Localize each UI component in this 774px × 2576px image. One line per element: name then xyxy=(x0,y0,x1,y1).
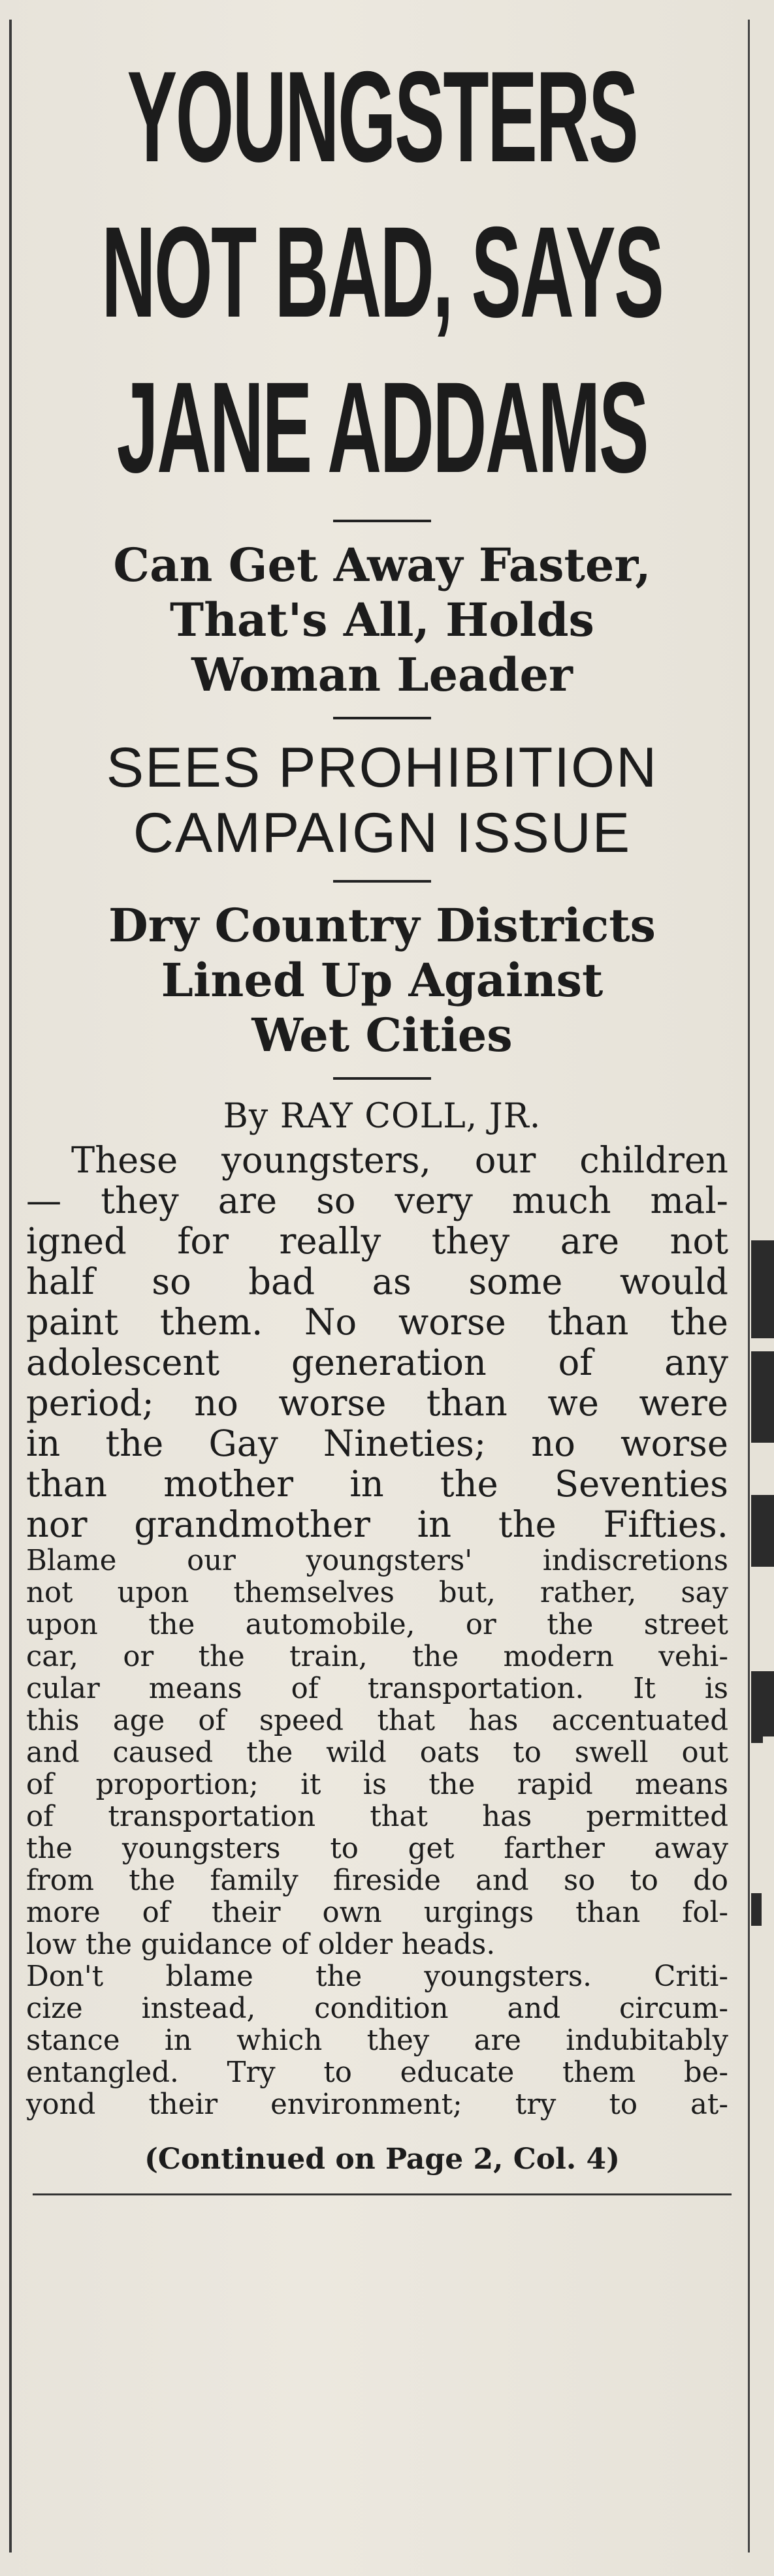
bottom-rule xyxy=(33,2193,732,2195)
article-column xyxy=(26,39,738,2195)
body-line: adolescent generation of any xyxy=(26,1342,728,1383)
body-paragraph xyxy=(26,1545,738,2120)
body-line: entangled. Try to educate them be- xyxy=(26,2056,728,2089)
body-line: the youngsters to get farther away xyxy=(26,1832,728,1865)
divider-rule xyxy=(333,1077,431,1080)
column-rule-right xyxy=(748,20,750,2552)
body-line: paint them. No worse than the xyxy=(26,1301,728,1343)
body-line: yond their environment; try to at- xyxy=(26,2088,728,2121)
body-line: period; no worse than we were xyxy=(26,1382,728,1424)
divider-rule xyxy=(333,520,431,522)
divider-rule xyxy=(333,717,431,719)
body-line: upon the automobile, or the street xyxy=(26,1608,728,1641)
deck-line: Wet Cities xyxy=(251,1008,513,1062)
headline-line: NOT BAD, SAYS xyxy=(101,200,663,344)
divider-rule xyxy=(333,880,431,883)
body-line: car, or the train, the modern vehi- xyxy=(26,1640,728,1673)
continued-notice: (Continued on Page 2, Col. 4) xyxy=(144,2143,620,2176)
adjacent-column-scrap xyxy=(751,1723,763,1743)
body-line: half so bad as some would xyxy=(26,1261,728,1302)
body-line: Don't blame the youngsters. Criti- xyxy=(26,1960,728,1993)
body-line: not upon themselves but, rather, say xyxy=(26,1576,728,1609)
body-line: nor grandmother in the Fifties. xyxy=(26,1503,728,1545)
body-line: igned for really they are not xyxy=(26,1220,728,1262)
deck-line: CAMPAIGN ISSUE xyxy=(133,802,632,864)
adjacent-column-scrap xyxy=(751,1240,774,1338)
body-line: These youngsters, our children xyxy=(71,1139,729,1181)
deck-line: Dry Country Districts xyxy=(108,898,656,952)
body-line: low the guidance of older heads. xyxy=(26,1928,496,1961)
body-line: more of their own urgings than fol- xyxy=(26,1896,728,1929)
headline xyxy=(26,39,738,505)
body-line: than mother in the Seventies xyxy=(26,1463,728,1505)
deck-line: SEES PROHIBITION xyxy=(106,736,658,799)
adjacent-column-scrap xyxy=(751,1351,774,1443)
deck-line: Woman Leader xyxy=(191,648,573,702)
body-line: — they are so very much mal- xyxy=(26,1180,728,1221)
column-rule-left xyxy=(9,20,12,2552)
body-line: and caused the wild oats to swell out xyxy=(26,1736,728,1769)
lead-paragraph xyxy=(26,1140,738,1545)
body-line: this age of speed that has accentuated xyxy=(26,1704,728,1737)
deck-line: Lined Up Against xyxy=(161,953,604,1007)
deck-line: That's All, Holds xyxy=(170,593,594,647)
subheadline-deck-3 xyxy=(26,898,738,1063)
body-line: Blame our youngsters' indiscretions xyxy=(26,1544,728,1577)
adjacent-column-scrap xyxy=(751,1893,762,1926)
adjacent-column-scrap xyxy=(751,1495,774,1567)
body-line: cular means of transportation. It is xyxy=(26,1672,728,1705)
body-line: in the Gay Nineties; no worse xyxy=(26,1422,728,1464)
body-line: cize instead, condition and circum- xyxy=(26,1992,728,2025)
headline-line: YOUNGSTERS xyxy=(127,44,637,189)
subheadline-deck-1 xyxy=(26,538,738,702)
body-line: of proportion; it is the rapid means xyxy=(26,1768,728,1801)
body-line: of transportation that has permitted xyxy=(26,1800,728,1833)
subheadline-deck-2 xyxy=(26,735,738,866)
body-line: from the family fireside and so to do xyxy=(26,1864,728,1897)
headline-line: JANE ADDAMS xyxy=(116,355,648,499)
deck-line: Can Get Away Faster, xyxy=(113,538,651,592)
body-line: stance in which they are indubitably xyxy=(26,2024,728,2057)
byline: By RAY COLL, JR. xyxy=(223,1097,541,1136)
